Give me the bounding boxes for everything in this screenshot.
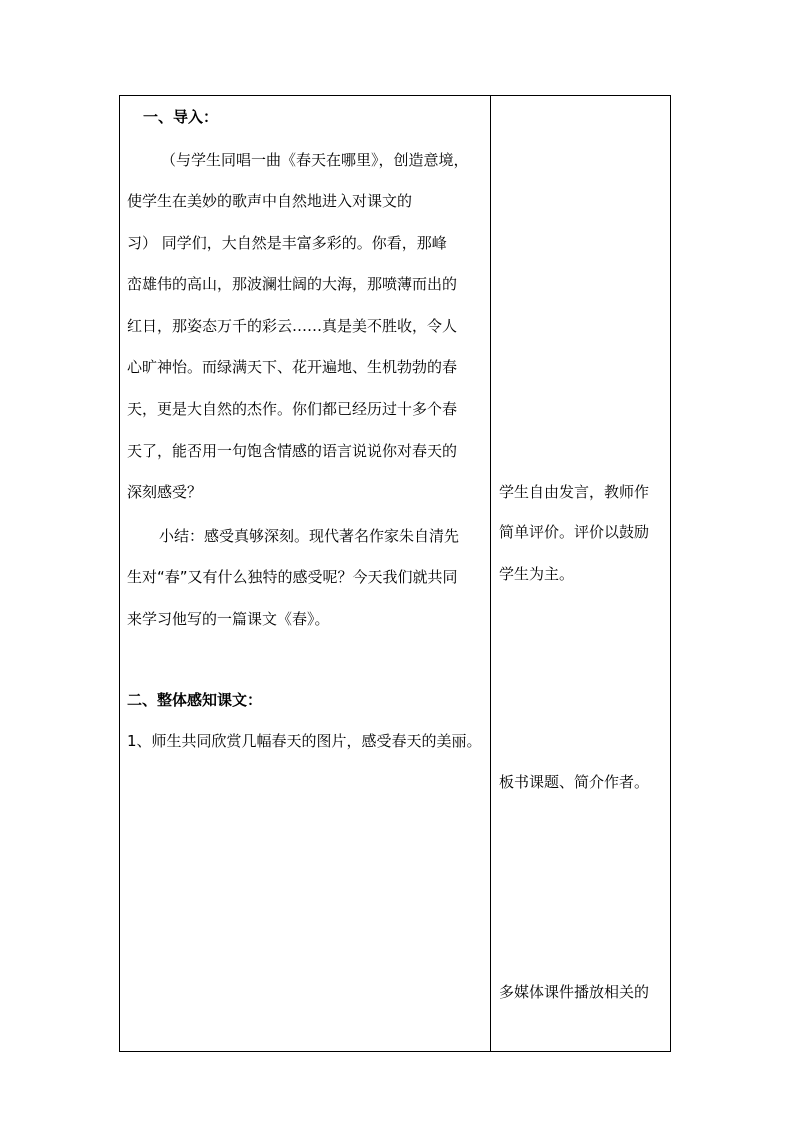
intro-line-6: 心旷神怡。而绿满天下、花开遍地、生机勃勃的春	[127, 358, 458, 376]
item-1: 1、师生共同欣赏几幅春天的图片，感受春天的美丽。	[127, 732, 482, 750]
intro-line-4: 峦雄伟的高山，那波澜壮阔的大海，那喷薄而出的	[127, 275, 458, 293]
summary-line-2: 生对“春”又有什么独特的感受呢？今天我们就共同	[127, 568, 458, 586]
intro-line-2: 使学生在美妙的歌声中自然地进入对课文的	[127, 192, 413, 210]
intro-line-9: 深刻感受？	[127, 483, 203, 501]
section1-heading: 一、导入：	[143, 108, 219, 126]
intro-line-8: 天了，能否用一句饱含情感的语言说说你对春天的	[127, 442, 458, 460]
teacher-note-1-line-2: 简单评价。评价以鼓励	[499, 523, 650, 541]
teacher-note-1-line-1: 学生自由发言，教师作	[499, 483, 650, 501]
teacher-note-1-line-3: 学生为主。	[499, 565, 575, 583]
teacher-note-2: 板书课题、简介作者。	[499, 773, 650, 791]
intro-line-1: （与学生同唱一曲《春天在哪里》，创造意境，	[161, 151, 469, 169]
column-divider	[490, 95, 491, 1052]
summary-line-3: 来学习他写的一篇课文《春》。	[127, 610, 330, 628]
intro-line-7: 天，更是大自然的杰作。你们都已经历过十多个春	[127, 400, 458, 418]
summary-line-1: 小结：感受真够深刻。现代著名作家朱自清先	[159, 527, 460, 545]
intro-line-5: 红日，那姿态万千的彩云……真是美不胜收，令人	[127, 317, 458, 335]
intro-line-3: 习） 同学们，大自然是丰富多彩的。你看，那峰	[127, 234, 447, 252]
section2-heading: 二、整体感知课文：	[127, 691, 263, 709]
teacher-note-3: 多媒体课件播放相关的	[499, 983, 650, 1001]
